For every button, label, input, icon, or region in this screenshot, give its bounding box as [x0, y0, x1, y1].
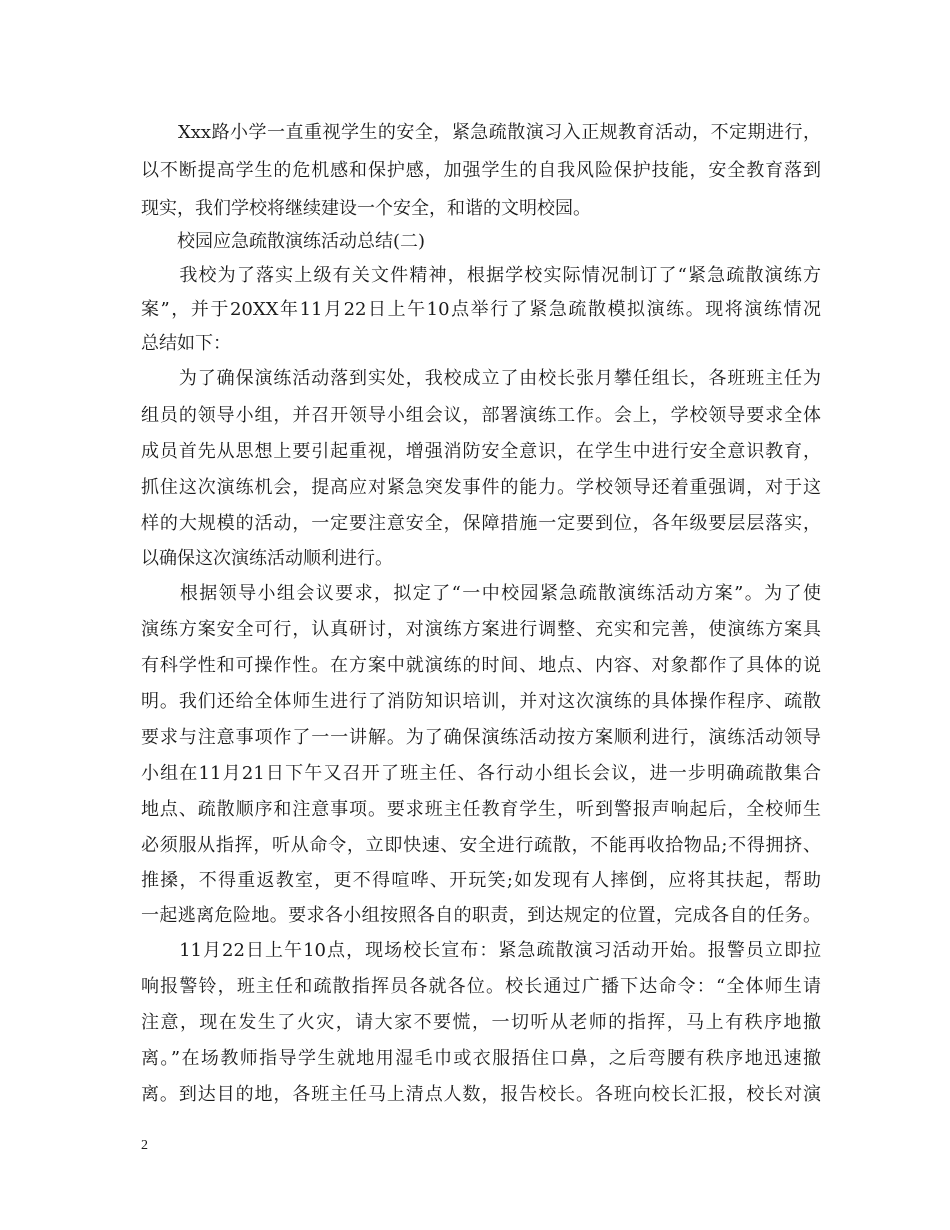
text-line: 成员首先从思想上要引起重视，增强消防安全意识，在学生中进行安全意识教育， [141, 441, 821, 462]
text-line: 离。到达目的地，各班主任马上清点人数，报告校长。各班向校长汇报，校长对演 [141, 1084, 821, 1105]
text-line: 推搡，不得重返教室，更不得喧哗、开玩笑;如发现有人摔倒，应将其扶起，帮助 [141, 870, 821, 891]
text-line: 根据领导小组会议要求，拟定了“一中校园紧急疏散演练活动方案”。为了使 [141, 583, 821, 604]
text-line: 一起逃离危险地。要求各小组按照各自的职责，到达规定的位置，完成各自的任务。 [141, 905, 821, 926]
text-line: 地点、疏散顺序和注意事项。要求班主任教育学生，听到警报声响起后，全校师生 [141, 799, 821, 820]
text-line: 11月22日上午10点，现场校长宣布：紧急疏散演习活动开始。报警员立即拉 [141, 940, 821, 961]
text-line: 我校为了落实上级有关文件精神，根据学校实际情况制订了“紧急疏散演练方 [141, 265, 821, 286]
text-line: 演练方案安全可行，认真研讨，对演练方案进行调整、充实和完善，使演练方案具 [141, 619, 821, 640]
text-line: 组员的领导小组，并召开领导小组会议，部署演练工作。会上，学校领导要求全体 [141, 405, 821, 426]
text-line: 现实，我们学校将继续建设一个安全，和谐的文明校园。 [141, 198, 591, 219]
text-line: 抓住这次演练机会，提高应对紧急突发事件的能力。学校领导还着重强调，对于这 [141, 477, 821, 498]
text-line: 总结如下： [141, 333, 231, 354]
text-line: 以不断提高学生的危机感和保护感，加强学生的自我风险保护技能，安全教育落到 [141, 160, 821, 181]
text-line: 离。”在场教师指导学生就地用湿毛巾或衣服捂住口鼻，之后弯腰有秩序地迅速撤 [141, 1048, 821, 1069]
text-line: 以确保这次演练活动顺利进行。 [141, 548, 393, 569]
text-line: 小组在11月21日下午又召开了班主任、各行动小组长会议，进一步明确疏散集合 [141, 763, 821, 784]
text-line: 为了确保演练活动落到实处，我校成立了由校长张月攀任组长，各班班主任为 [141, 368, 821, 389]
text-line: 必须服从指挥，听从命令，立即快速、安全进行疏散，不能再收拾物品;不得拥挤、 [141, 835, 821, 856]
text-line: 明。我们还给全体师生进行了消防知识培训，并对这次演练的具体操作程序、疏散 [141, 691, 821, 712]
text-line: 响报警铃，班主任和疏散指挥员各就各位。校长通过广播下达命令：“全体师生请 [141, 976, 821, 997]
section-heading: 校园应急疏散演练活动总结(二) [141, 231, 426, 252]
text-line: 有科学性和可操作性。在方案中就演练的时间、地点、内容、对象都作了具体的说 [141, 655, 821, 676]
text-line: 样的大规模的活动，一定要注意安全，保障措施一定要到位，各年级要层层落实， [141, 513, 821, 534]
text-line: 案”，并于20XX年11月22日上午10点举行了紧急疏散模拟演练。现将演练情况 [141, 299, 821, 320]
text-line: 注意，现在发生了火灾，请大家不要慌，一切听从老师的指挥，马上有秩序地撤 [141, 1012, 821, 1033]
text-line: 要求与注意事项作了一一讲解。为了确保演练活动按方案顺利进行，演练活动领导 [141, 727, 821, 748]
page-number: 2 [141, 1138, 148, 1153]
text-line: Xxx路小学一直重视学生的安全，紧急疏散演习入正规教育活动，不定期进行， [141, 122, 821, 143]
